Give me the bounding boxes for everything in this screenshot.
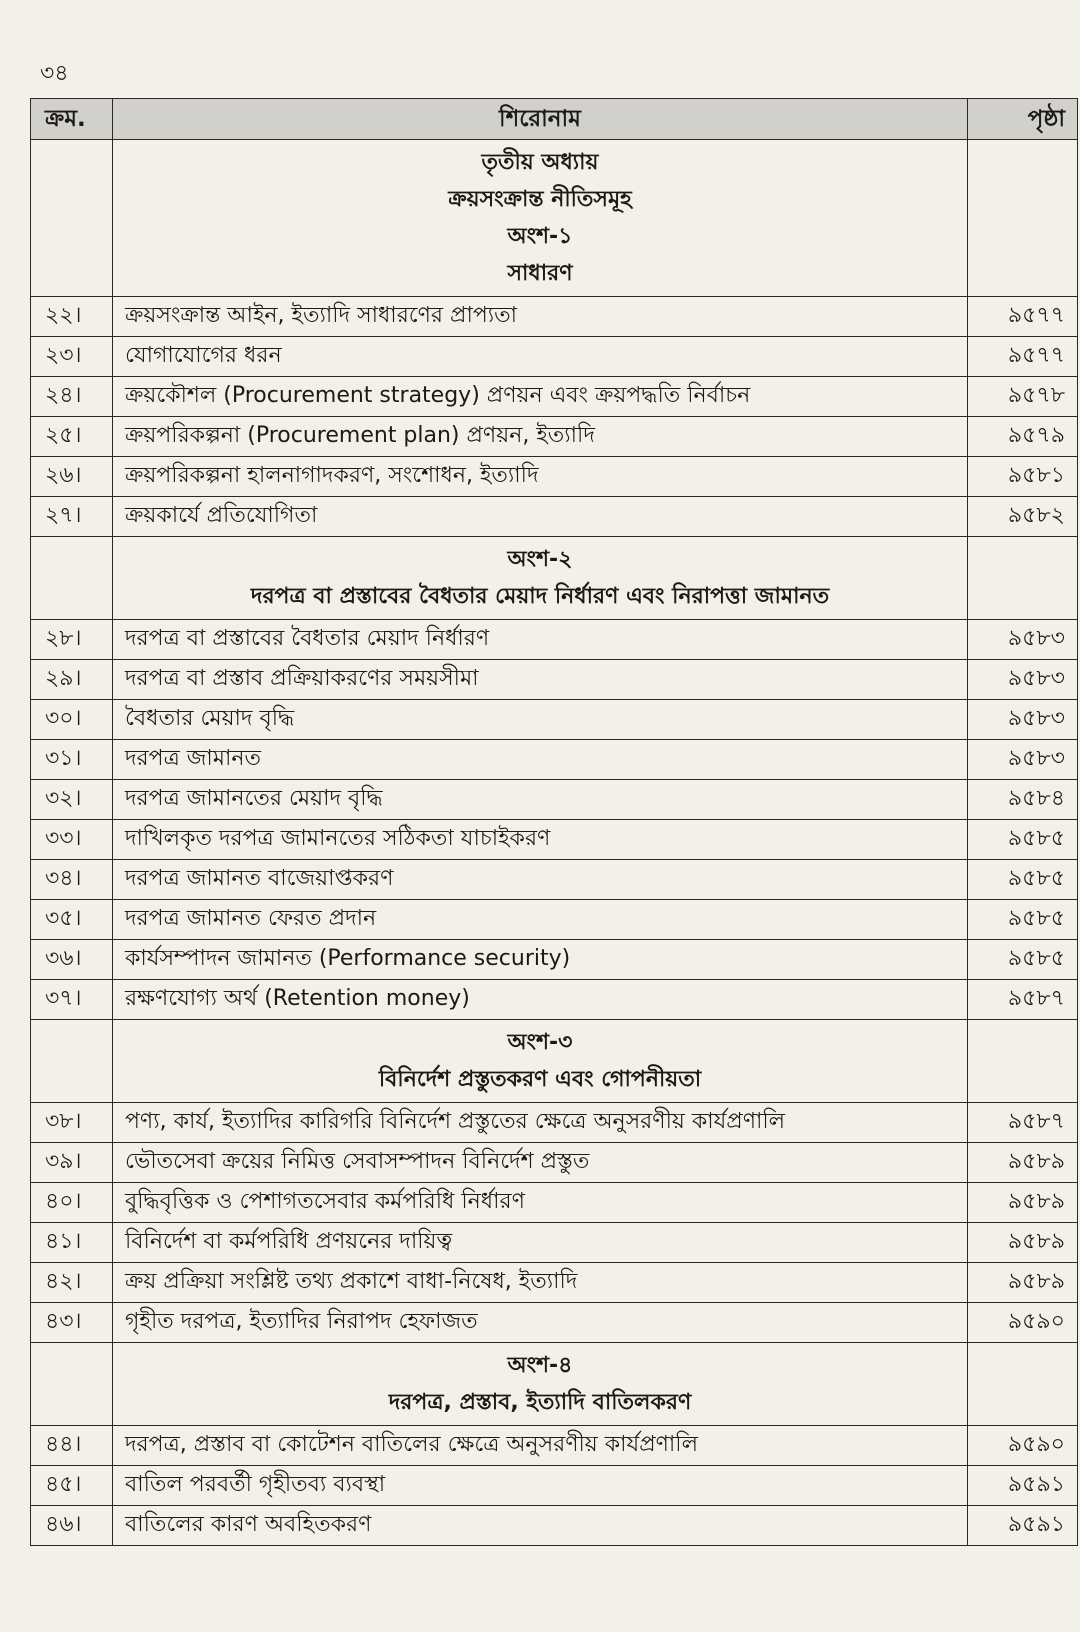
section-heading-row bbox=[31, 1020, 1078, 1103]
serial-number: ৩৯। bbox=[31, 1143, 113, 1183]
entry-title: ক্রয়পরিকল্পনা (Procurement plan) প্রণয়ন, ইত্যাদি bbox=[113, 417, 968, 457]
serial-cell-empty bbox=[31, 537, 113, 620]
serial-number: ৪১। bbox=[31, 1223, 113, 1263]
toc-entry-row bbox=[31, 337, 1078, 377]
page-reference: ৯৫৮৩ bbox=[968, 700, 1078, 740]
serial-number: ৩৫। bbox=[31, 900, 113, 940]
serial-number: ২৯। bbox=[31, 660, 113, 700]
serial-number: ৩৬। bbox=[31, 940, 113, 980]
toc-entry-row bbox=[31, 1103, 1078, 1143]
toc-entry-row bbox=[31, 700, 1078, 740]
section-heading-line: সাধারণ bbox=[507, 261, 573, 286]
entry-title: বাতিল পরবর্তী গৃহীতব্য ব্যবস্থা bbox=[113, 1466, 968, 1506]
toc-entry-row bbox=[31, 377, 1078, 417]
entry-title: ক্রয় প্রক্রিয়া সংশ্লিষ্ট তথ্য প্রকাশে বাধা-নিষেধ, ইত্যাদি bbox=[113, 1263, 968, 1303]
entry-title: ক্রয়পরিকল্পনা হালনাগাদকরণ, সংশোধন, ইত্যাদি bbox=[113, 457, 968, 497]
entry-title: দরপত্র, প্রস্তাব বা কোটেশন বাতিলের ক্ষেত্রে অনুসরণীয় কার্যপ্রণালি bbox=[113, 1426, 968, 1466]
serial-number: ২৬। bbox=[31, 457, 113, 497]
page-reference: ৯৫৮৪ bbox=[968, 780, 1078, 820]
serial-number: ৪৩। bbox=[31, 1303, 113, 1343]
toc-entry-row bbox=[31, 497, 1078, 537]
section-heading-line: অংশ-৩ bbox=[507, 1030, 573, 1055]
entry-title: দরপত্র জামানতের মেয়াদ বৃদ্ধি bbox=[113, 780, 968, 820]
toc-entry-row bbox=[31, 820, 1078, 860]
page-reference: ৯৫৭৭ bbox=[968, 337, 1078, 377]
serial-number: ২৩। bbox=[31, 337, 113, 377]
entry-title: দরপত্র বা প্রস্তাবের বৈধতার মেয়াদ নির্ধারণ bbox=[113, 620, 968, 660]
section-heading-row bbox=[31, 1343, 1078, 1426]
toc-entry-row bbox=[31, 740, 1078, 780]
toc-entry-row bbox=[31, 980, 1078, 1020]
serial-cell-empty bbox=[31, 140, 113, 297]
page-reference: ৯৫৮৩ bbox=[968, 620, 1078, 660]
page-reference: ৯৫৮৫ bbox=[968, 860, 1078, 900]
entry-title: দরপত্র জামানত bbox=[113, 740, 968, 780]
page-reference: ৯৫৮১ bbox=[968, 457, 1078, 497]
serial-number: ৪২। bbox=[31, 1263, 113, 1303]
entry-title: ভৌতসেবা ক্রয়ের নিমিত্ত সেবাসম্পাদন বিনির্দেশ প্রস্তুত bbox=[113, 1143, 968, 1183]
serial-number: ৩৩। bbox=[31, 820, 113, 860]
section-heading-line: অংশ-৪ bbox=[507, 1353, 573, 1378]
section-heading-line: বিনির্দেশ প্রস্তুতকরণ এবং গোপনীয়তা bbox=[378, 1067, 702, 1092]
toc-entry-row bbox=[31, 660, 1078, 700]
entry-title: রক্ষণযোগ্য অর্থ (Retention money) bbox=[113, 980, 968, 1020]
toc-entry-row bbox=[31, 940, 1078, 980]
page-reference: ৯৫৮৩ bbox=[968, 740, 1078, 780]
section-heading-row bbox=[31, 140, 1078, 297]
section-heading-line: তৃতীয় অধ্যায় bbox=[481, 150, 599, 175]
page-reference: ৯৫৮৯ bbox=[968, 1183, 1078, 1223]
page-reference: ৯৫৯১ bbox=[968, 1466, 1078, 1506]
section-heading-line: দরপত্র বা প্রস্তাবের বৈধতার মেয়াদ নির্ধারণ এবং নিরাপত্তা জামানত bbox=[250, 584, 830, 609]
page-reference: ৯৫৮৯ bbox=[968, 1143, 1078, 1183]
section-heading bbox=[113, 537, 968, 620]
page-reference: ৯৫৮৫ bbox=[968, 940, 1078, 980]
entry-title: দরপত্র জামানত বাজেয়াপ্তকরণ bbox=[113, 860, 968, 900]
toc-entry-row bbox=[31, 457, 1078, 497]
serial-number: ৩১। bbox=[31, 740, 113, 780]
section-heading-line: অংশ-১ bbox=[507, 224, 573, 249]
page-reference: ৯৫৮৯ bbox=[968, 1263, 1078, 1303]
page-reference: ৯৫৭৭ bbox=[968, 297, 1078, 337]
toc-entry-row bbox=[31, 1263, 1078, 1303]
entry-title: ক্রয়কার্যে প্রতিযোগিতা bbox=[113, 497, 968, 537]
toc-body bbox=[31, 140, 1078, 1546]
section-heading-row bbox=[31, 537, 1078, 620]
page-cell-empty bbox=[968, 1343, 1078, 1426]
page-cell-empty bbox=[968, 1020, 1078, 1103]
serial-number: ২২। bbox=[31, 297, 113, 337]
page-reference: ৯৫৮৫ bbox=[968, 820, 1078, 860]
entry-title: ক্রয়কৌশল (Procurement strategy) প্রণয়ন এবং ক্রয়পদ্ধতি নির্বাচন bbox=[113, 377, 968, 417]
serial-number: ৪৬। bbox=[31, 1506, 113, 1546]
serial-number: ৩২। bbox=[31, 780, 113, 820]
entry-title: দরপত্র জামানত ফেরত প্রদান bbox=[113, 900, 968, 940]
entry-title: যোগাযোগের ধরন bbox=[113, 337, 968, 377]
toc-entry-row bbox=[31, 1183, 1078, 1223]
toc-entry-row bbox=[31, 1426, 1078, 1466]
section-heading-line: ক্রয়সংক্রান্ত নীতিসমূহ bbox=[448, 187, 632, 212]
page-reference: ৯৫৮২ bbox=[968, 497, 1078, 537]
entry-title: পণ্য, কার্য, ইত্যাদির কারিগরি বিনির্দেশ প্রস্তুতের ক্ষেত্রে অনুসরণীয় কার্যপ্রণালি bbox=[113, 1103, 968, 1143]
page-reference: ৯৫৯০ bbox=[968, 1426, 1078, 1466]
entry-title: বিনির্দেশ বা কর্মপরিধি প্রণয়নের দায়িত্ব bbox=[113, 1223, 968, 1263]
entry-title: কার্যসম্পাদন জামানত (Performance security) bbox=[113, 940, 968, 980]
page-reference: ৯৫৭৮ bbox=[968, 377, 1078, 417]
toc-entry-row bbox=[31, 1303, 1078, 1343]
page-cell-empty bbox=[968, 140, 1078, 297]
entry-title: বুদ্ধিবৃত্তিক ও পেশাগতসেবার কর্মপরিধি নির্ধারণ bbox=[113, 1183, 968, 1223]
section-heading bbox=[113, 140, 968, 297]
serial-number: ২৮। bbox=[31, 620, 113, 660]
section-heading-line: অংশ-২ bbox=[507, 547, 573, 572]
serial-number: ২৪। bbox=[31, 377, 113, 417]
page-header: পৃষ্ঠা bbox=[968, 99, 1078, 140]
serial-number: ৩৪। bbox=[31, 860, 113, 900]
entry-title: বৈধতার মেয়াদ বৃদ্ধি bbox=[113, 700, 968, 740]
page-reference: ৯৫৮৯ bbox=[968, 1223, 1078, 1263]
entry-title: দাখিলকৃত দরপত্র জামানতের সঠিকতা যাচাইকরণ bbox=[113, 820, 968, 860]
serial-cell-empty bbox=[31, 1343, 113, 1426]
page-reference: ৯৫৯০ bbox=[968, 1303, 1078, 1343]
page-cell-empty bbox=[968, 537, 1078, 620]
serial-cell-empty bbox=[31, 1020, 113, 1103]
serial-number: ৩৮। bbox=[31, 1103, 113, 1143]
entry-title: গৃহীত দরপত্র, ইত্যাদির নিরাপদ হেফাজত bbox=[113, 1303, 968, 1343]
toc-entry-row bbox=[31, 620, 1078, 660]
page-reference: ৯৫৮৫ bbox=[968, 900, 1078, 940]
section-heading-line: দরপত্র, প্রস্তাব, ইত্যাদি বাতিলকরণ bbox=[388, 1390, 692, 1415]
section-heading bbox=[113, 1343, 968, 1426]
serial-number: ৪৫। bbox=[31, 1466, 113, 1506]
toc-header-row bbox=[31, 99, 1078, 140]
toc-entry-row bbox=[31, 417, 1078, 457]
toc-entry-row bbox=[31, 297, 1078, 337]
entry-title: দরপত্র বা প্রস্তাব প্রক্রিয়াকরণের সময়সীমা bbox=[113, 660, 968, 700]
page-reference: ৯৫৮৩ bbox=[968, 660, 1078, 700]
toc-entry-row bbox=[31, 1506, 1078, 1546]
toc-entry-row bbox=[31, 1223, 1078, 1263]
page-reference: ৯৫৮৭ bbox=[968, 1103, 1078, 1143]
page-reference: ৯৫৮৭ bbox=[968, 980, 1078, 1020]
serial-number: ৩০। bbox=[31, 700, 113, 740]
serial-number: ২৫। bbox=[31, 417, 113, 457]
entry-title: বাতিলের কারণ অবহিতকরণ bbox=[113, 1506, 968, 1546]
page-reference: ৯৫৭৯ bbox=[968, 417, 1078, 457]
title-header: শিরোনাম bbox=[113, 99, 968, 140]
toc-entry-row bbox=[31, 1143, 1078, 1183]
serial-number: ৪০। bbox=[31, 1183, 113, 1223]
serial-number: ২৭। bbox=[31, 497, 113, 537]
page-reference: ৯৫৯১ bbox=[968, 1506, 1078, 1546]
entry-title: ক্রয়সংক্রান্ত আইন, ইত্যাদি সাধারণের প্রাপ্যতা bbox=[113, 297, 968, 337]
serial-number: ৩৭। bbox=[31, 980, 113, 1020]
toc-entry-row bbox=[31, 780, 1078, 820]
section-heading bbox=[113, 1020, 968, 1103]
serial-number: ৪৪। bbox=[31, 1426, 113, 1466]
page-number: ৩৪ bbox=[40, 61, 69, 86]
toc-entry-row bbox=[31, 900, 1078, 940]
toc-table bbox=[30, 98, 1078, 1546]
toc-entry-row bbox=[31, 860, 1078, 900]
toc-entry-row bbox=[31, 1466, 1078, 1506]
serial-header: ক্রম. bbox=[31, 99, 113, 140]
